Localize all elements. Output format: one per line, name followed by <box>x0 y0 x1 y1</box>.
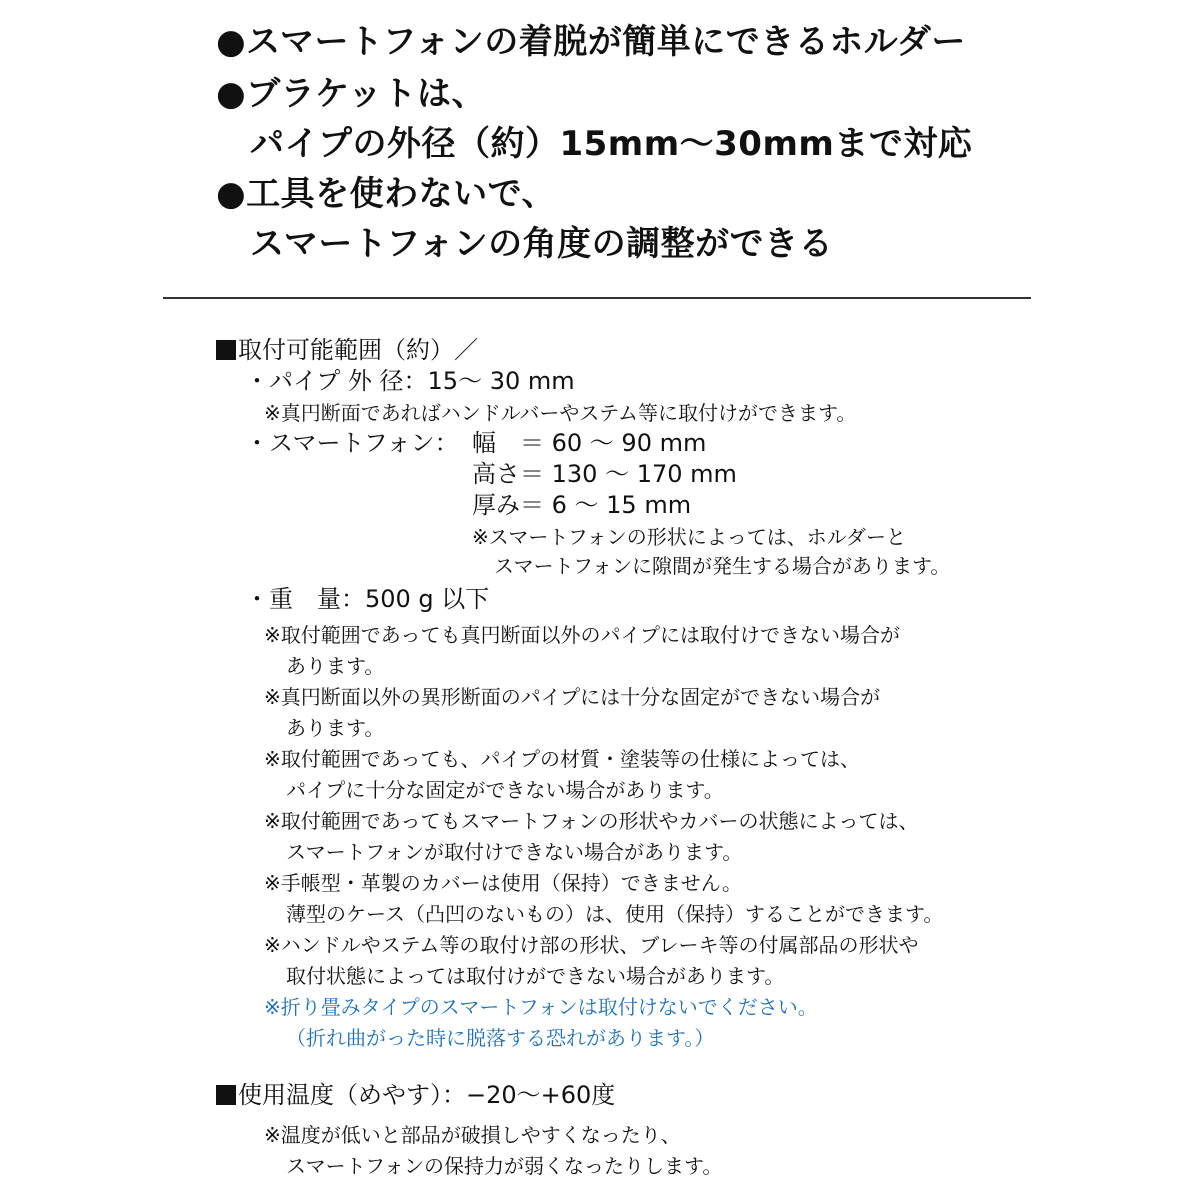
temperature-header-text: 使用温度（めやす）：−20～+60度 <box>238 1081 616 1109</box>
note-5-line2: 薄型のケース（凸凹のないもの）は、使用（保持）することができます。 <box>286 902 944 926</box>
note-3-line1: ※取付範囲であっても、パイプの材質・塗装等の仕様によっては、 <box>264 747 860 771</box>
note-1-line1: ※取付範囲であっても真円断面以外のパイプには取付けできない場合が <box>264 623 900 647</box>
phone-note-2: スマートフォンに隙間が発生する場合があります。 <box>494 554 951 578</box>
feature-3-line1: 工具を使わないで、 <box>246 174 556 214</box>
note-4-line1: ※取付範囲であってもスマートフォンの形状やカバーの状態によっては、 <box>264 809 919 833</box>
phone-thickness: 厚み＝ 6 ～ 15 mm <box>472 491 692 519</box>
phone-label: ・スマートフォン： <box>245 429 459 457</box>
range-header <box>216 338 478 362</box>
phone-width: 幅 ＝ 60 ～ 90 mm <box>472 429 707 457</box>
section-divider <box>163 297 1031 299</box>
temperature-note-1: ※温度が低いと部品が破損しやすくなったり、 <box>264 1123 681 1147</box>
phone-height: 高さ＝ 130 ～ 170 mm <box>472 460 737 488</box>
temperature-header <box>216 1083 615 1107</box>
temperature-note-2: スマートフォンの保持力が弱くなったりします。 <box>286 1154 723 1178</box>
warning-line1: ※折り畳みタイプのスマートフォンは取付けないでください。 <box>264 995 818 1019</box>
feature-1-text: スマートフォンの着脱が簡単にできるホルダー <box>246 22 966 62</box>
warning-line2: （折れ曲がった時に脱落する恐れがあります。） <box>286 1026 715 1050</box>
feature-3 <box>216 174 556 214</box>
weight-spec: ・重 量：500 g 以下 <box>245 585 490 613</box>
bullet-dot: ● <box>216 174 247 214</box>
bullet-dot: ● <box>216 22 247 62</box>
square-bullet-icon <box>216 1085 236 1105</box>
feature-2 <box>216 74 486 114</box>
feature-2-line1: ブラケットは、 <box>246 74 486 114</box>
note-1-line2: あります。 <box>286 654 385 678</box>
feature-1 <box>216 22 966 62</box>
feature-2-line2: パイプの外径（約）15mm～30mmまで対応 <box>250 124 973 164</box>
note-5-line1: ※手帳型・革製のカバーは使用（保持）できません。 <box>264 871 742 895</box>
feature-3-line2: スマートフォンの角度の調整ができる <box>250 224 834 264</box>
note-4-line2: スマートフォンが取付けできない場合があります。 <box>286 840 743 864</box>
note-6-line2: 取付状態によっては取付けができない場合があります。 <box>286 964 785 988</box>
note-2-line2: あります。 <box>286 716 385 740</box>
phone-note-1: ※スマートフォンの形状によっては、ホルダーと <box>472 525 906 549</box>
note-2-line1: ※真円断面以外の異形断面のパイプには十分な固定ができない場合が <box>264 685 881 709</box>
note-3-line2: パイプに十分な固定ができない場合があります。 <box>286 778 724 802</box>
pipe-spec: ・パイプ 外 径：15～ 30 mm <box>245 367 575 395</box>
range-header-text: 取付可能範囲（約）／ <box>238 336 478 364</box>
note-6-line1: ※ハンドルやステム等の取付け部の形状、ブレーキ等の付属部品の形状や <box>264 933 919 957</box>
square-bullet-icon <box>216 340 236 360</box>
bullet-dot: ● <box>216 74 247 114</box>
pipe-note: ※真円断面であればハンドルバーやステム等に取付けができます。 <box>264 401 857 425</box>
